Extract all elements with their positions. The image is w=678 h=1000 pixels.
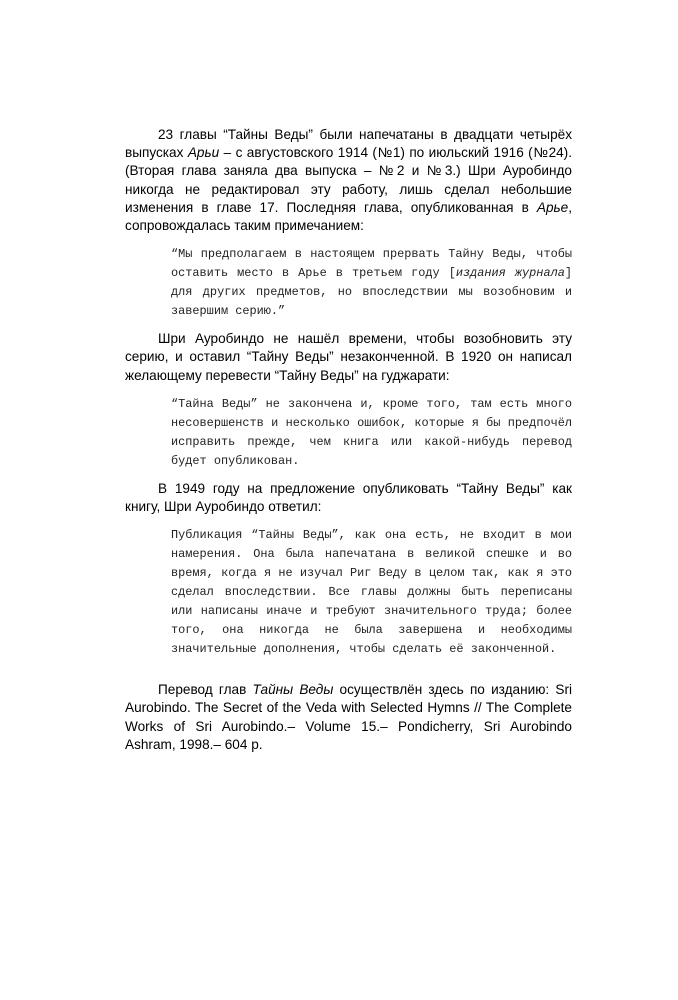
quote1-italic: издания журнала [455, 266, 565, 281]
final-paragraph [125, 681, 572, 754]
quote1-text-2: ] для других предметов, но впоследствии мы возобновим и завершим серию.” [171, 266, 572, 319]
intro-text-2: – с августовского 1914 (№1) по июльский 1916 (№24). (Вторая глава заняла два выпуска – №2 и №3.) Шри Ауробиндо никогда не редактировал эту работу, лишь сделал небольшие изменения в главе 17. Последняя глава, опубликованная в [125, 145, 572, 215]
paragraph-2: Шри Ауробиндо не нашёл времени, чтобы возобновить эту серию, и оставил “Тайну Веды” незаконченной. В 1920 он написал желающему перевести “Тайну Веды” на гуджарати: [125, 331, 572, 383]
arya-italic-2: Арье [536, 199, 569, 215]
intro-text-3: , сопровождалась таким примечанием: [125, 199, 572, 234]
quote-block-3: Публикация “Тайны Веды”, как она есть, не входит в мои намерения. Она была напечатана в великой спешке и во время, когда я не изучал Риг Веду в целом так, как я это сделал впоследствии. Все главы должны быть переписаны или написаны иначе и требуют значительного труда; более того, она никогда не была завершена и необходимы значительные дополнения, чтобы сделать её законченной. [171, 528, 572, 657]
final-text-1: Перевод глав [158, 682, 253, 698]
intro-text-1: 23 главы “Тайны Веды” были напечатаны в двадцати четырёх выпусках [125, 127, 572, 161]
final-text-2: осуществлён здесь по изданию: Sri Aurobindo. The Secret of the Veda with Selected Hymns // The Complete Works of Sri Aurobindo.– Volume 15.– Pondicherry, Sri Aurobindo Ashram, 1998.– 604 p. [125, 682, 572, 752]
document-page [125, 126, 572, 754]
quote-block-1 [171, 245, 572, 321]
paragraph-3: В 1949 году на предложение опубликовать “Тайну Веды” как книгу, Шри Ауробиндо ответил: [125, 480, 572, 515]
quote-block-2: “Тайна Веды” не закончена и, кроме того, там есть много несовершенств и несколько ошибок, которые я бы предпочёл исправить прежде, чем книга или какой-нибудь перевод будет опубликован. [171, 396, 572, 468]
final-italic: Тайны Веды [252, 682, 334, 698]
arya-italic: Арьи [187, 145, 220, 161]
quote1-text-1: “Мы предполагаем в настоящем прервать Тайну Веды, чтобы оставить место в Арье в третьем году [ [171, 247, 572, 281]
intro-paragraph [125, 126, 572, 235]
